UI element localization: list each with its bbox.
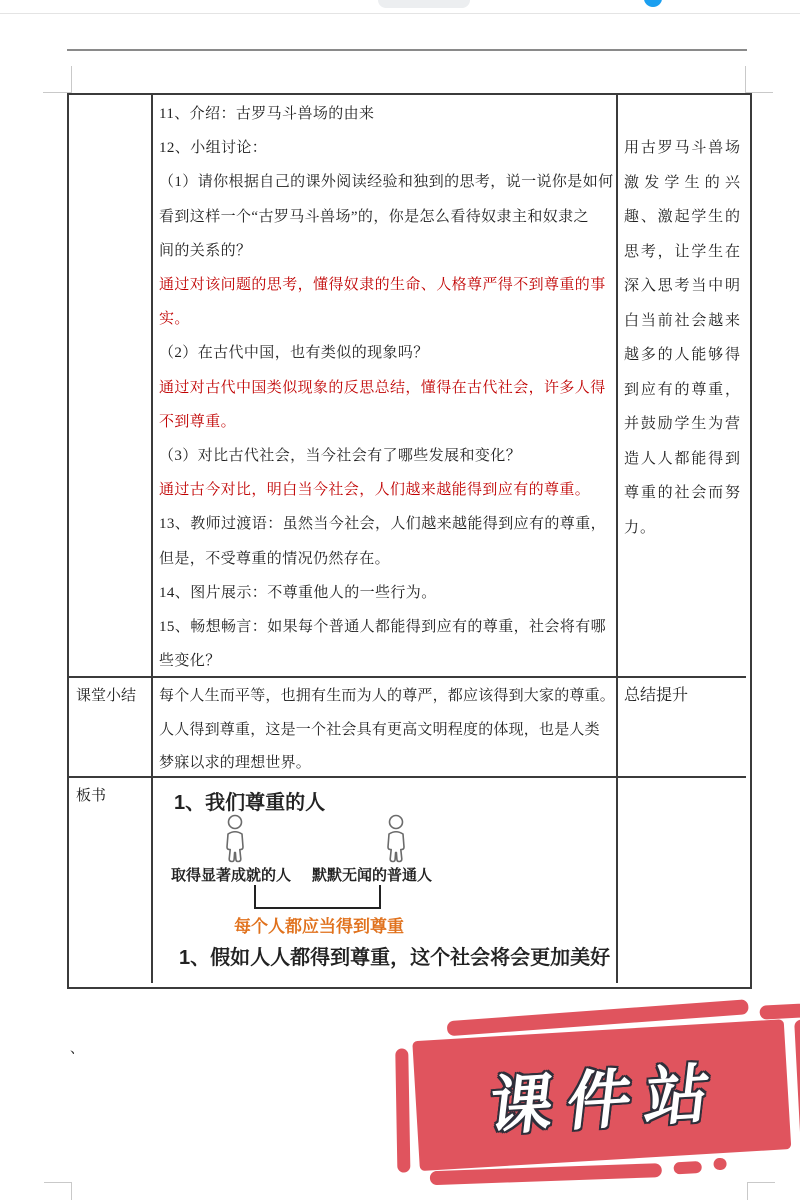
summary-line: 梦寐以求的理想世界。 bbox=[159, 755, 312, 771]
note-line: 激发学生的兴 bbox=[624, 174, 741, 191]
content-line: 通过对该问题的思考，懂得奴隶的生命、人格尊严得不到尊重的事 bbox=[159, 277, 606, 294]
stamp-border-stroke bbox=[673, 1161, 702, 1174]
person-figure-icon bbox=[380, 814, 412, 864]
board-final-line: 1、假如人人都得到尊重，这个社会将会更加美好 bbox=[179, 947, 611, 969]
lesson-plan-table bbox=[67, 93, 752, 989]
content-line: 不到尊重。 bbox=[159, 413, 237, 430]
note-line: 到应有的尊重， bbox=[624, 381, 741, 398]
stamp-border-stroke bbox=[794, 1019, 800, 1152]
stamp-text: 课件站 bbox=[485, 1056, 728, 1144]
note-line: 深入思考当中明 bbox=[624, 278, 741, 294]
note-line: 思考，让学生在 bbox=[624, 243, 741, 260]
content-line: 15、畅想畅言：如果每个普通人都能得到应有的尊重，社会将有哪 bbox=[159, 619, 607, 636]
stamp-body bbox=[412, 1019, 791, 1171]
note-line: 白当前社会越来 bbox=[624, 312, 741, 329]
figure-label-ordinary: 默默无闻的普通人 bbox=[312, 867, 433, 884]
row2-label-cell: 课堂小结 bbox=[69, 678, 153, 778]
blue-button-remnant-icon[interactable] bbox=[644, 0, 662, 7]
top-toolbar-remnant bbox=[378, 0, 470, 8]
stamp-border-stroke bbox=[713, 1158, 727, 1171]
top-divider bbox=[0, 13, 800, 14]
summary-line: 每个人生而平等，也拥有生而为人的尊严，都应该得到大家的尊重。 bbox=[159, 688, 616, 704]
board-title: 1、我们尊重的人 bbox=[174, 792, 326, 814]
stamp-border-stroke bbox=[759, 1003, 800, 1019]
content-line: 14、图片展示：不尊重他人的一些行为。 bbox=[159, 584, 437, 601]
note-line: 越多的人能够得 bbox=[624, 347, 741, 363]
row3-note-cell bbox=[618, 778, 746, 983]
summary-line: 人人得到尊重，这是一个社会具有更高文明程度的体现，也是人类 bbox=[159, 721, 600, 738]
content-line: 11、介绍：古罗马斗兽场的由来 bbox=[159, 106, 375, 122]
kejianzhan-stamp bbox=[391, 995, 800, 1200]
margin-mark-top-right-v bbox=[745, 66, 746, 93]
margin-mark-bottom-left-h bbox=[44, 1182, 72, 1183]
content-line: 通过对古代中国类似现象的反思总结，懂得在古代社会，许多人得 bbox=[159, 379, 606, 396]
note-line: 趣、激起学生的 bbox=[624, 209, 741, 225]
content-line: 些变化？ bbox=[159, 653, 221, 670]
margin-mark-top-left-v bbox=[71, 66, 72, 93]
figure-label-achiever: 取得显著成就的人 bbox=[171, 867, 292, 884]
row1-content-cell bbox=[153, 95, 618, 678]
page-header-rule bbox=[67, 49, 747, 51]
grouping-bracket bbox=[254, 885, 381, 909]
blackboard-diagram bbox=[153, 778, 616, 983]
row3-content-cell bbox=[153, 778, 618, 983]
note-line: 造人人都能得到 bbox=[624, 450, 741, 467]
board-conclusion: 每个人都应当得到尊重 bbox=[234, 917, 404, 936]
stray-punctuation-mark: 、 bbox=[70, 1042, 84, 1057]
row1-note-cell bbox=[618, 95, 746, 678]
content-line: 13、教师过渡语：虽然当今社会，人们越来越能得到应有的尊重， bbox=[159, 516, 607, 533]
margin-mark-bottom-left-v bbox=[71, 1182, 72, 1200]
content-line: 12、小组讨论： bbox=[159, 140, 268, 157]
note-line: 用古罗马斗兽场 bbox=[624, 140, 741, 156]
content-line: （3）对比古代社会，当今社会有了哪些发展和变化？ bbox=[159, 448, 522, 465]
person-figure-icon bbox=[219, 814, 251, 864]
margin-mark-bottom-right-v bbox=[747, 1182, 748, 1200]
note-line: 尊重的社会而努 bbox=[624, 485, 741, 501]
row2-content-cell bbox=[153, 678, 618, 778]
note-line: 力。 bbox=[624, 519, 657, 536]
stamp-border-stroke bbox=[395, 1048, 410, 1172]
content-line: 间的关系的？ bbox=[159, 242, 252, 259]
row2-note-cell: 总结提升 bbox=[618, 678, 746, 778]
row3-label-cell: 板书 bbox=[69, 778, 153, 983]
note-line: 并鼓励学生为营 bbox=[624, 416, 741, 432]
content-line: （1）请你根据自己的课外阅读经验和独到的思考，说一说你是如何 bbox=[159, 174, 614, 191]
content-line: 看到这样一个“古罗马斗兽场”的，你是怎么看待奴隶主和奴隶之 bbox=[159, 208, 589, 225]
content-line: 但是，不受尊重的情况仍然存在。 bbox=[159, 550, 391, 567]
content-line: 通过古今对比，明白当今社会，人们越来越能得到应有的尊重。 bbox=[159, 482, 591, 499]
content-line: （2）在古代中国，也有类似的现象吗？ bbox=[159, 345, 429, 362]
row1-label-cell bbox=[69, 95, 153, 678]
content-line: 实。 bbox=[159, 311, 190, 328]
